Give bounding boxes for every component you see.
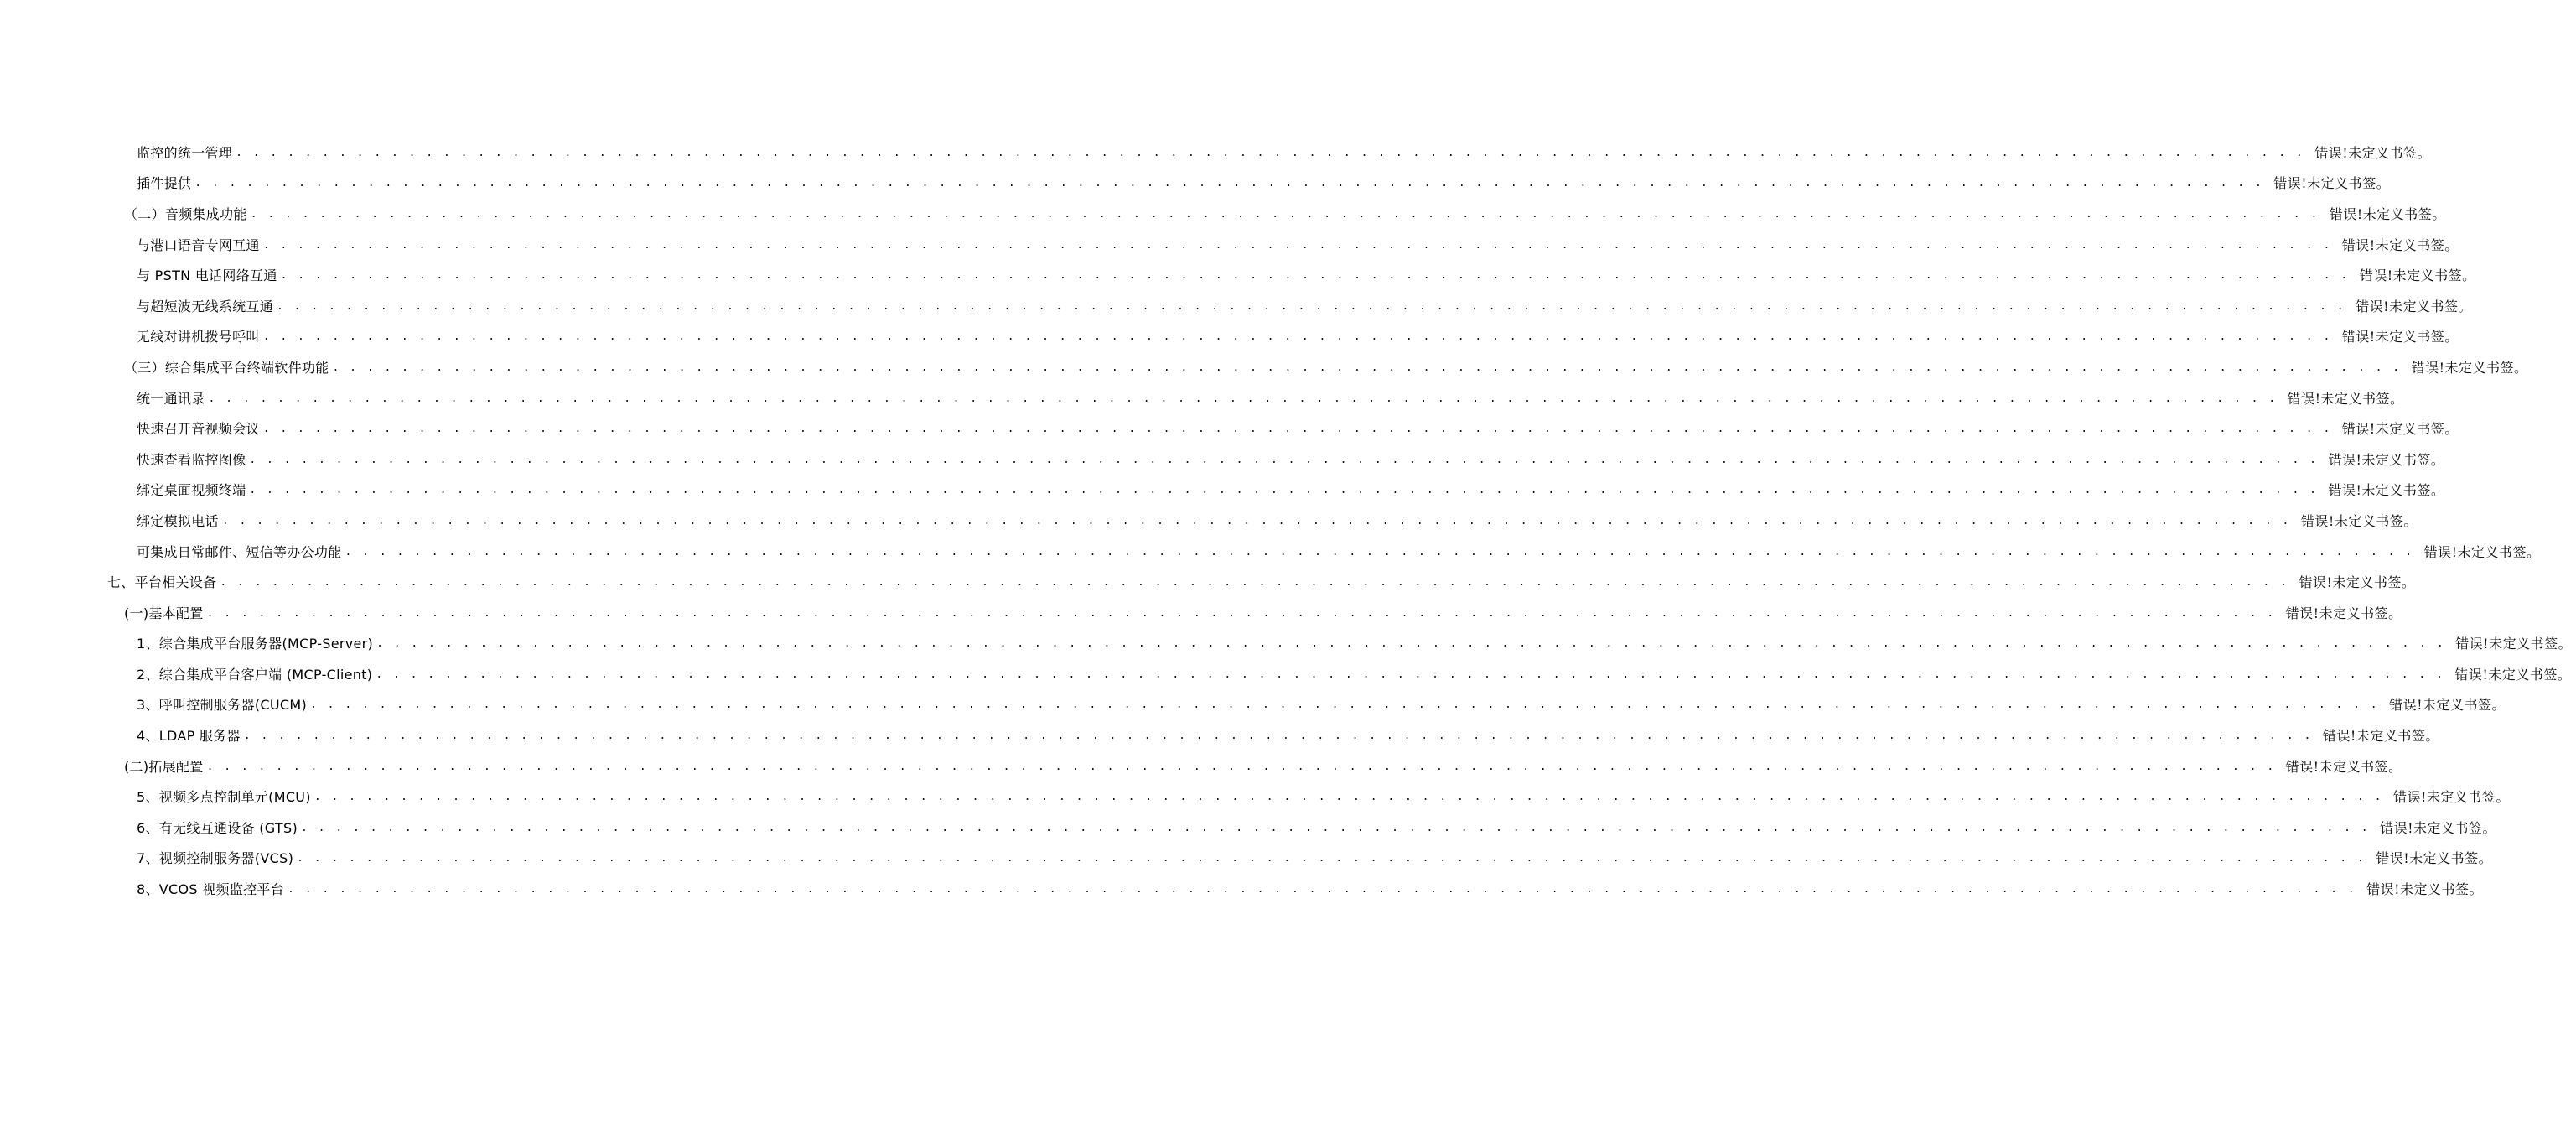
toc-dot-leader: . . . . . . . . . . . . . . . . . . . . . . . . . . . . . . . . . . . . . . . . . . . . . . . . . . . . . . . . . . . . . . . . . . . . . . . . . . . . . . . . . . . . . . . . . . . . . . . . . . . . . . . . . . . . . . . . . . . . . . . . — [297, 852, 2366, 865]
toc-entry-title: 快速查看监控图像 — [137, 451, 246, 468]
toc-entry-page-ref: 错误!未定义书签。 — [2328, 451, 2445, 468]
toc-entry-page-ref: 错误!未定义书签。 — [2341, 421, 2459, 438]
toc-dot-leader: . . . . . . . . . . . . . . . . . . . . . . . . . . . . . . . . . . . . . . . . . . . . . . . . . . . . . . . . . . . . . . . . . . . . . . . . . . . . . . . . . . . . . . . . . . . . . . . . . . . . . . . . . . . . . . . . . . . . . . . . — [208, 392, 2278, 405]
toc-entry[interactable] — [0, 843, 2493, 874]
toc-entry-page-ref: 错误!未定义书签。 — [2389, 697, 2506, 714]
toc-entry[interactable] — [0, 628, 2573, 659]
toc-entry-title: 插件提供 — [137, 175, 192, 192]
toc-dot-leader: . . . . . . . . . . . . . . . . . . . . . . . . . . . . . . . . . . . . . . . . . . . . . . . . . . . . . . . . . . . . . . . . . . . . . . . . . . . . . . . . . . . . . . . . . . . . . . . . . . . . . . . . . . . . . . . . . . . . . . . . — [310, 699, 2380, 712]
toc-dot-leader: . . . . . . . . . . . . . . . . . . . . . . . . . . . . . . . . . . . . . . . . . . . . . . . . . . . . . . . . . . . . . . . . . . . . . . . . . . . . . . . . . . . . . . . . . . . . . . . . . . . . . . . . . . . . . . . . . . . . . . . . — [262, 423, 2332, 436]
toc-dot-leader: . . . . . . . . . . . . . . . . . . . . . . . . . . . . . . . . . . . . . . . . . . . . . . . . . . . . . . . . . . . . . . . . . . . . . . . . . . . . . . . . . . . . . . . . . . . . . . . . . . . . . . . . . . . . . . . . . . . . . . . . — [277, 299, 2346, 313]
toc-entry-page-ref: 错误!未定义书签。 — [2299, 574, 2416, 591]
toc-entry[interactable] — [0, 137, 2432, 168]
toc-entry-title: (二)拓展配置 — [124, 758, 204, 775]
toc-entry[interactable] — [0, 382, 2404, 413]
toc-entry-page-ref: 错误!未定义书签。 — [2329, 205, 2446, 222]
toc-entry[interactable] — [0, 321, 2459, 352]
toc-entry[interactable] — [0, 873, 2484, 904]
toc-dot-leader: . . . . . . . . . . . . . . . . . . . . . . . . . . . . . . . . . . . . . . . . . . . . . . . . . . . . . . . . . . . . . . . . . . . . . . . . . . . . . . . . . . . . . . . . . . . . . . . . . . . . . . . . . . . . . . . . . . . . . . . . — [249, 453, 2319, 466]
toc-entry-title: 统一通讯录 — [137, 390, 205, 407]
toc-entry[interactable] — [0, 229, 2459, 260]
toc-entry-title: (一)基本配置 — [124, 605, 204, 621]
toc-entry-page-ref: 错误!未定义书签。 — [2356, 298, 2473, 314]
toc-dot-leader: . . . . . . . . . . . . . . . . . . . . . . . . . . . . . . . . . . . . . . . . . . . . . . . . . . . . . . . . . . . . . . . . . . . . . . . . . . . . . . . . . . . . . . . . . . . . . . . . . . . . . . . . . . . . . . . . . . . . . . . . — [301, 821, 2371, 834]
toc-dot-leader: . . . . . . . . . . . . . . . . . . . . . . . . . . . . . . . . . . . . . . . . . . . . . . . . . . . . . . . . . . . . . . . . . . . . . . . . . . . . . . . . . . . . . . . . . . . . . . . . . . . . . . . . . . . . . . . . . . . . . . . . — [243, 730, 2313, 743]
toc-entry-title: 8、VCOS 视频监控平台 — [137, 881, 285, 898]
toc-entry[interactable] — [0, 505, 2418, 536]
toc-entry-page-ref: 错误!未定义书签。 — [2273, 175, 2391, 192]
toc-entry-title: 无线对讲机拨号呼叫 — [137, 329, 260, 345]
toc-entry[interactable] — [0, 536, 2541, 567]
toc-entry-page-ref: 错误!未定义书签。 — [2392, 789, 2510, 806]
toc-dot-leader: . . . . . . . . . . . . . . . . . . . . . . . . . . . . . . . . . . . . . . . . . . . . . . . . . . . . . . . . . . . . . . . . . . . . . . . . . . . . . . . . . . . . . . . . . . . . . . . . . . . . . . . . . . . . . . . . . . . . . . . . — [236, 146, 2305, 159]
toc-entry-page-ref: 错误!未定义书签。 — [2322, 728, 2439, 745]
toc-dot-leader: . . . . . . . . . . . . . . . . . . . . . . . . . . . . . . . . . . . . . . . . . . . . . . . . . . . . . . . . . . . . . . . . . . . . . . . . . . . . . . . . . . . . . . . . . . . . . . . . . . . . . . . . . . . . . . . . . . . . . . . . — [280, 269, 2350, 283]
toc-dot-leader: . . . . . . . . . . . . . . . . . . . . . . . . . . . . . . . . . . . . . . . . . . . . . . . . . . . . . . . . . . . . . . . . . . . . . . . . . . . . . . . . . . . . . . . . . . . . . . . . . . . . . . . . . . . . . . . . . . . . . . . . — [376, 667, 2445, 681]
toc-entry-title: 绑定桌面视频终端 — [137, 482, 246, 499]
toc-entry-title: 七、平台相关设备 — [107, 574, 217, 591]
toc-entry-page-ref: 错误!未定义书签。 — [2423, 543, 2541, 560]
toc-entry-title: 6、有无线互通设备 (GTS) — [137, 819, 298, 836]
toc-entry-title: 绑定模拟电话 — [137, 512, 219, 529]
toc-dot-leader: . . . . . . . . . . . . . . . . . . . . . . . . . . . . . . . . . . . . . . . . . . . . . . . . . . . . . . . . . . . . . . . . . . . . . . . . . . . . . . . . . . . . . . . . . . . . . . . . . . . . . . . . . . . . . . . . . . . . . . . . — [332, 361, 2402, 374]
toc-dot-leader: . . . . . . . . . . . . . . . . . . . . . . . . . . . . . . . . . . . . . . . . . . . . . . . . . . . . . . . . . . . . . . . . . . . . . . . . . . . . . . . . . . . . . . . . . . . . . . . . . . . . . . . . . . . . . . . . . . . . . . . . — [250, 207, 2319, 221]
toc-entry-page-ref: 错误!未定义书签。 — [2341, 236, 2459, 253]
toc-entry[interactable] — [0, 781, 2510, 812]
toc-entry-title: 5、视频多点控制单元(MCU) — [137, 789, 311, 806]
toc-entry-title: 与港口语音专网互通 — [137, 236, 260, 253]
toc-entry-page-ref: 错误!未定义书签。 — [2366, 881, 2484, 898]
toc-entry-page-ref: 错误!未定义书签。 — [2300, 512, 2418, 529]
toc-entry-title: 快速召开音视频会议 — [137, 421, 260, 438]
toc-entry[interactable] — [0, 812, 2497, 843]
toc-entry[interactable] — [0, 566, 2416, 597]
toc-entry[interactable] — [0, 475, 2445, 506]
toc-entry[interactable] — [0, 259, 2476, 290]
toc-entry-page-ref: 错误!未定义书签。 — [2341, 329, 2459, 345]
toc-dot-leader: . . . . . . . . . . . . . . . . . . . . . . . . . . . . . . . . . . . . . . . . . . . . . . . . . . . . . . . . . . . . . . . . . . . . . . . . . . . . . . . . . . . . . . . . . . . . . . . . . . . . . . . . . . . . . . . . . . . . . . . . — [206, 606, 2276, 620]
toc-entry-title: （三）综合集成平台终端软件功能 — [124, 359, 329, 376]
toc-entry-page-ref: 错误!未定义书签。 — [2285, 758, 2402, 775]
toc-dot-leader: . . . . . . . . . . . . . . . . . . . . . . . . . . . . . . . . . . . . . . . . . . . . . . . . . . . . . . . . . . . . . . . . . . . . . . . . . . . . . . . . . . . . . . . . . . . . . . . . . . . . . . . . . . . . . . . . . . . . . . . . — [376, 637, 2446, 651]
toc-entry-title: 1、综合集成平台服务器(MCP-Server) — [137, 636, 374, 652]
toc-dot-leader: . . . . . . . . . . . . . . . . . . . . . . . . . . . . . . . . . . . . . . . . . . . . . . . . . . . . . . . . . . . . . . . . . . . . . . . . . . . . . . . . . . . . . . . . . . . . . . . . . . . . . . . . . . . . . . . . . . . . . . . . — [221, 514, 2291, 527]
toc-dot-leader: . . . . . . . . . . . . . . . . . . . . . . . . . . . . . . . . . . . . . . . . . . . . . . . . . . . . . . . . . . . . . . . . . . . . . . . . . . . . . . . . . . . . . . . . . . . . . . . . . . . . . . . . . . . . . . . . . . . . . . . . — [220, 576, 2289, 589]
toc-entry-page-ref: 错误!未定义书签。 — [2359, 267, 2476, 284]
toc-entry-page-ref: 错误!未定义书签。 — [2287, 390, 2404, 407]
toc-entry-page-ref: 错误!未定义书签。 — [2455, 636, 2573, 652]
toc-entry[interactable] — [0, 658, 2572, 689]
toc-entry-title: 与 PSTN 电话网络互通 — [137, 267, 277, 284]
toc-dot-leader: . . . . . . . . . . . . . . . . . . . . . . . . . . . . . . . . . . . . . . . . . . . . . . . . . . . . . . . . . . . . . . . . . . . . . . . . . . . . . . . . . . . . . . . . . . . . . . . . . . . . . . . . . . . . . . . . . . . . . . . . — [345, 545, 2414, 558]
toc-dot-leader: . . . . . . . . . . . . . . . . . . . . . . . . . . . . . . . . . . . . . . . . . . . . . . . . . . . . . . . . . . . . . . . . . . . . . . . . . . . . . . . . . . . . . . . . . . . . . . . . . . . . . . . . . . . . . . . . . . . . . . . . — [262, 330, 2332, 344]
toc-entry-title: 可集成日常邮件、短信等办公功能 — [137, 543, 342, 560]
table-of-contents — [0, 137, 2573, 904]
toc-dot-leader: . . . . . . . . . . . . . . . . . . . . . . . . . . . . . . . . . . . . . . . . . . . . . . . . . . . . . . . . . . . . . . . . . . . . . . . . . . . . . . . . . . . . . . . . . . . . . . . . . . . . . . . . . . . . . . . . . . . . . . . . — [314, 791, 2383, 804]
toc-entry-title: 3、呼叫控制服务器(CUCM) — [137, 697, 308, 714]
toc-dot-leader: . . . . . . . . . . . . . . . . . . . . . . . . . . . . . . . . . . . . . . . . . . . . . . . . . . . . . . . . . . . . . . . . . . . . . . . . . . . . . . . . . . . . . . . . . . . . . . . . . . . . . . . . . . . . . . . . . . . . . . . . — [288, 883, 2357, 896]
toc-entry[interactable] — [0, 719, 2439, 750]
toc-entry[interactable] — [0, 413, 2459, 444]
toc-entry[interactable] — [0, 168, 2391, 199]
toc-entry-title: 7、视频控制服务器(VCS) — [137, 850, 294, 867]
toc-entry-page-ref: 错误!未定义书签。 — [2314, 144, 2432, 161]
toc-entry-page-ref: 错误!未定义书签。 — [2376, 850, 2493, 867]
toc-entry[interactable] — [0, 444, 2445, 475]
toc-entry-title: 监控的统一管理 — [137, 144, 233, 161]
toc-entry-page-ref: 错误!未定义书签。 — [2328, 482, 2445, 499]
toc-entry-title: 2、综合集成平台客户端 (MCP-Client) — [137, 666, 373, 683]
toc-dot-leader: . . . . . . . . . . . . . . . . . . . . . . . . . . . . . . . . . . . . . . . . . . . . . . . . . . . . . . . . . . . . . . . . . . . . . . . . . . . . . . . . . . . . . . . . . . . . . . . . . . . . . . . . . . . . . . . . . . . . . . . . — [194, 177, 2264, 190]
toc-entry-page-ref: 错误!未定义书签。 — [2285, 605, 2402, 621]
toc-entry[interactable] — [0, 750, 2402, 782]
toc-entry-page-ref: 错误!未定义书签。 — [2411, 359, 2528, 376]
toc-dot-leader: . . . . . . . . . . . . . . . . . . . . . . . . . . . . . . . . . . . . . . . . . . . . . . . . . . . . . . . . . . . . . . . . . . . . . . . . . . . . . . . . . . . . . . . . . . . . . . . . . . . . . . . . . . . . . . . . . . . . . . . . — [206, 760, 2276, 773]
toc-entry[interactable] — [0, 689, 2506, 720]
toc-entry-title: （二）音频集成功能 — [124, 205, 247, 222]
toc-dot-leader: . . . . . . . . . . . . . . . . . . . . . . . . . . . . . . . . . . . . . . . . . . . . . . . . . . . . . . . . . . . . . . . . . . . . . . . . . . . . . . . . . . . . . . . . . . . . . . . . . . . . . . . . . . . . . . . . . . . . . . . . — [262, 238, 2332, 252]
toc-entry-page-ref: 错误!未定义书签。 — [2380, 819, 2497, 836]
toc-dot-leader: . . . . . . . . . . . . . . . . . . . . . . . . . . . . . . . . . . . . . . . . . . . . . . . . . . . . . . . . . . . . . . . . . . . . . . . . . . . . . . . . . . . . . . . . . . . . . . . . . . . . . . . . . . . . . . . . . . . . . . . . — [249, 484, 2319, 497]
toc-entry-page-ref: 错误!未定义书签。 — [2454, 666, 2572, 683]
toc-entry[interactable] — [0, 198, 2446, 229]
toc-entry[interactable] — [0, 597, 2402, 628]
toc-entry[interactable] — [0, 351, 2528, 382]
toc-entry-title: 与超短波无线系统互通 — [137, 298, 274, 314]
toc-entry[interactable] — [0, 290, 2473, 321]
toc-entry-title: 4、LDAP 服务器 — [137, 728, 241, 745]
